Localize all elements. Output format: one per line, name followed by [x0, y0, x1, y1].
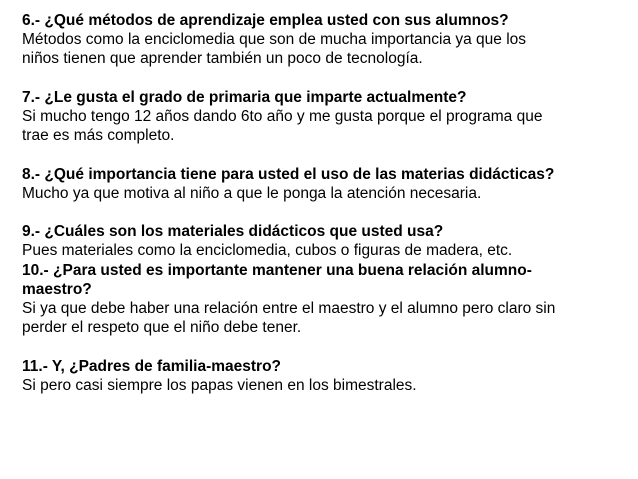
- interview-text: [22, 11, 622, 395]
- answer-6-line-1: Métodos como la enciclomedia que son de mucha importancia ya que los: [22, 31, 527, 49]
- question-9: 9.- ¿Cuáles son los materiales didácticos que usted usa?: [22, 223, 444, 241]
- qa-block-7: [22, 88, 622, 146]
- answer-10-line-1: Si ya que debe haber una relación entre el maestro y el alumno pero claro sin: [22, 300, 556, 317]
- answer-10-line-2: perder el respeto que el niño debe tener.: [22, 319, 302, 337]
- question-10-line-2: maestro?: [22, 280, 92, 298]
- answer-11-line-1: Si pero casi siempre los papas vienen en los bimestrales.: [22, 376, 417, 394]
- question-10-line-1: 10.- ¿Para usted es importante mantener una buena relación alumno-: [22, 261, 532, 279]
- question-8: 8.- ¿Qué importancia tiene para usted el uso de las materias didácticas?: [22, 165, 555, 183]
- answer-9-line-1: Pues materiales como la enciclomedia, cubos o figuras de madera, etc.: [22, 242, 513, 260]
- question-6: 6.- ¿Qué métodos de aprendizaje emplea usted con sus alumnos?: [22, 12, 509, 29]
- qa-block-8: [22, 165, 622, 203]
- paragraph-gap: [22, 337, 622, 356]
- qa-block-6: [22, 11, 622, 69]
- paragraph-gap: [22, 145, 622, 164]
- question-7: 7.- ¿Le gusta el grado de primaria que imparte actualmente?: [22, 88, 467, 106]
- paragraph-gap: [22, 203, 622, 222]
- answer-7-line-2: trae es más completo.: [22, 127, 175, 145]
- qa-block-10: [22, 261, 622, 338]
- answer-8-line-1: Mucho ya que motiva al niño a que le ponga la atención necesaria.: [22, 184, 482, 202]
- question-11: 11.- Y, ¿Padres de familia-maestro?: [22, 357, 282, 375]
- answer-7-line-1: Si mucho tengo 12 años dando 6to año y me gusta porque el programa que: [22, 108, 543, 125]
- answer-6-line-2: niños tienen que aprender también un poco de tecnología.: [22, 50, 423, 68]
- qa-block-9: [22, 222, 622, 260]
- qa-block-11: [22, 357, 622, 395]
- paragraph-gap: [22, 69, 622, 88]
